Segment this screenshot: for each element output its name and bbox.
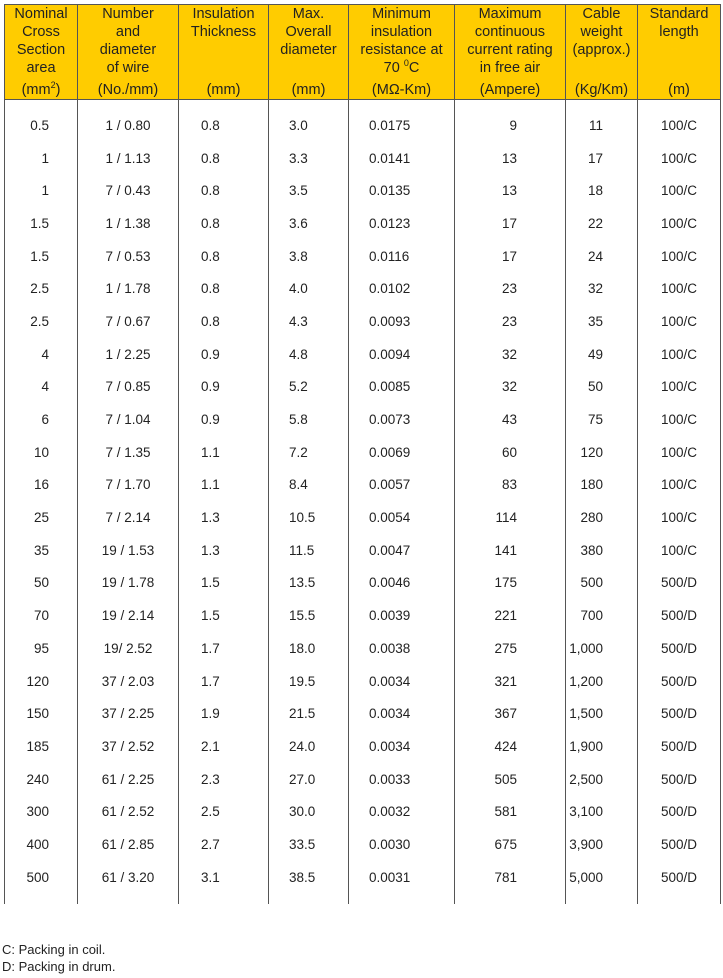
- cell-insulation-resistance: 0.0141: [349, 142, 455, 175]
- cell-current-rating: 275: [455, 632, 566, 665]
- cell-insulation-resistance: 0.0033: [349, 763, 455, 796]
- unit-label: (No./mm): [97, 82, 159, 98]
- cell-standard-length: 500/D: [638, 828, 721, 861]
- table-row: [5, 403, 721, 436]
- cell-current-rating: 17: [455, 240, 566, 273]
- cell-standard-length: 500/D: [638, 665, 721, 698]
- cell-insulation-thickness: 0.9: [179, 338, 269, 371]
- cell-wire-count-diameter: 19 / 1.53: [78, 534, 179, 567]
- cell-wire-count-diameter: 7 / 0.67: [78, 305, 179, 338]
- cell-current-rating: 9: [455, 100, 566, 142]
- table-row: [5, 665, 721, 698]
- cell-wire-count-diameter: 7 / 1.35: [78, 436, 179, 469]
- cell-insulation-thickness: 0.9: [179, 371, 269, 404]
- cell-overall-diameter: 3.0: [269, 100, 349, 142]
- cell-insulation-resistance: 0.0123: [349, 207, 455, 240]
- cell-insulation-thickness: 1.3: [179, 534, 269, 567]
- table-row: [5, 305, 721, 338]
- cell-wire-count-diameter: 37 / 2.03: [78, 665, 179, 698]
- cell-insulation-thickness: 2.5: [179, 795, 269, 828]
- cell-current-rating: 32: [455, 338, 566, 371]
- cell-insulation-thickness: 0.8: [179, 207, 269, 240]
- table-row: [5, 338, 721, 371]
- cell-standard-length: 100/C: [638, 272, 721, 305]
- cell-overall-diameter: 21.5: [269, 697, 349, 730]
- cell-cable-weight: 17: [566, 142, 638, 175]
- cell-wire-count-diameter: 61 / 2.85: [78, 828, 179, 861]
- cell-insulation-thickness: 2.7: [179, 828, 269, 861]
- cell-overall-diameter: 38.5: [269, 861, 349, 904]
- cell-insulation-resistance: 0.0135: [349, 174, 455, 207]
- cell-cross-section: 1.5: [5, 240, 78, 273]
- cell-cable-weight: 75: [566, 403, 638, 436]
- cell-current-rating: 13: [455, 142, 566, 175]
- cell-wire-count-diameter: 1 / 1.38: [78, 207, 179, 240]
- header-insulation-resistance: Minimum insulation resistance at 70 $^0$C (MΩ-Km): [349, 5, 455, 100]
- table-header-row: [5, 5, 721, 100]
- cell-standard-length: 100/C: [638, 142, 721, 175]
- cell-insulation-resistance: 0.0073: [349, 403, 455, 436]
- table-body: [5, 100, 721, 904]
- header-wire-count-diameter: Number and diameter of wire (No./mm): [78, 5, 179, 100]
- table-row: [5, 501, 721, 534]
- cell-current-rating: 60: [455, 436, 566, 469]
- cell-cross-section: 120: [5, 665, 78, 698]
- cell-standard-length: 100/C: [638, 371, 721, 404]
- cell-cross-section: 2.5: [5, 272, 78, 305]
- cell-overall-diameter: 13.5: [269, 567, 349, 600]
- cell-insulation-thickness: 1.5: [179, 599, 269, 632]
- cell-cross-section: 50: [5, 567, 78, 600]
- cell-standard-length: 100/C: [638, 305, 721, 338]
- cell-cross-section: 1: [5, 142, 78, 175]
- cell-standard-length: 100/C: [638, 240, 721, 273]
- header-current-rating: Maximum continuous current rating in free air (Ampere): [455, 5, 566, 100]
- cell-wire-count-diameter: 7 / 0.43: [78, 174, 179, 207]
- cell-standard-length: 100/C: [638, 469, 721, 502]
- cell-cable-weight: 2,500: [566, 763, 638, 796]
- cell-standard-length: 500/D: [638, 861, 721, 904]
- note-drum: D: Packing in drum.: [2, 959, 116, 974]
- cell-wire-count-diameter: 37 / 2.25: [78, 697, 179, 730]
- unit-label: (Kg/Km): [574, 82, 629, 98]
- cell-insulation-resistance: 0.0030: [349, 828, 455, 861]
- cell-insulation-resistance: 0.0032: [349, 795, 455, 828]
- cell-current-rating: 675: [455, 828, 566, 861]
- cell-insulation-resistance: 0.0094: [349, 338, 455, 371]
- unit-label: (MΩ-Km): [371, 82, 432, 98]
- cell-current-rating: 114: [455, 501, 566, 534]
- cell-cross-section: 150: [5, 697, 78, 730]
- header-cable-weight: Cable weight (approx.) (Kg/Km): [566, 5, 638, 100]
- cell-standard-length: 100/C: [638, 403, 721, 436]
- table-row: [5, 174, 721, 207]
- table-row: [5, 272, 721, 305]
- table-row: [5, 795, 721, 828]
- cell-insulation-resistance: 0.0116: [349, 240, 455, 273]
- cell-cross-section: 300: [5, 795, 78, 828]
- cell-cross-section: 400: [5, 828, 78, 861]
- footnotes: [2, 941, 115, 975]
- cell-cross-section: 35: [5, 534, 78, 567]
- cell-overall-diameter: 33.5: [269, 828, 349, 861]
- cell-insulation-resistance: 0.0047: [349, 534, 455, 567]
- cell-wire-count-diameter: 61 / 2.25: [78, 763, 179, 796]
- unit-label: (Ampere): [479, 82, 541, 98]
- cell-current-rating: 141: [455, 534, 566, 567]
- cell-standard-length: 100/C: [638, 436, 721, 469]
- cell-cable-weight: 1,500: [566, 697, 638, 730]
- cell-current-rating: 175: [455, 567, 566, 600]
- cell-insulation-thickness: 1.9: [179, 697, 269, 730]
- note-coil: C: Packing in coil.: [2, 942, 106, 957]
- cell-cable-weight: 50: [566, 371, 638, 404]
- cell-cross-section: 500: [5, 861, 78, 904]
- cell-wire-count-diameter: 7 / 1.04: [78, 403, 179, 436]
- cell-insulation-resistance: 0.0031: [349, 861, 455, 904]
- table-row: [5, 240, 721, 273]
- cell-insulation-thickness: 0.8: [179, 174, 269, 207]
- unit-label: (mm): [291, 82, 326, 98]
- cell-cross-section: 95: [5, 632, 78, 665]
- cell-standard-length: 100/C: [638, 174, 721, 207]
- cell-cable-weight: 5,000: [566, 861, 638, 904]
- cell-cable-weight: 35: [566, 305, 638, 338]
- cell-wire-count-diameter: 19 / 2.14: [78, 599, 179, 632]
- cell-current-rating: 221: [455, 599, 566, 632]
- cell-cable-weight: 500: [566, 567, 638, 600]
- cell-insulation-resistance: 0.0093: [349, 305, 455, 338]
- cell-insulation-resistance: 0.0034: [349, 697, 455, 730]
- cell-overall-diameter: 3.5: [269, 174, 349, 207]
- header-cross-section: Nominal Cross Section area $(mm^2)$: [5, 5, 78, 100]
- table-row: [5, 599, 721, 632]
- cell-current-rating: 83: [455, 469, 566, 502]
- table-row: [5, 100, 721, 142]
- table-row: [5, 861, 721, 904]
- table-row: [5, 730, 721, 763]
- table-row: [5, 567, 721, 600]
- cell-current-rating: 13: [455, 174, 566, 207]
- cell-overall-diameter: 30.0: [269, 795, 349, 828]
- table-row: [5, 632, 721, 665]
- cell-wire-count-diameter: 7 / 1.70: [78, 469, 179, 502]
- cell-wire-count-diameter: 1 / 0.80: [78, 100, 179, 142]
- cell-cable-weight: 180: [566, 469, 638, 502]
- cell-overall-diameter: 8.4: [269, 469, 349, 502]
- cell-insulation-resistance: 0.0046: [349, 567, 455, 600]
- table-row: [5, 142, 721, 175]
- cell-standard-length: 100/C: [638, 534, 721, 567]
- cell-cable-weight: 1,900: [566, 730, 638, 763]
- cell-cable-weight: 11: [566, 100, 638, 142]
- cell-cross-section: 6: [5, 403, 78, 436]
- cell-overall-diameter: 5.8: [269, 403, 349, 436]
- cell-wire-count-diameter: 1 / 1.78: [78, 272, 179, 305]
- cell-insulation-thickness: 1.3: [179, 501, 269, 534]
- table-row: [5, 697, 721, 730]
- cell-standard-length: 500/D: [638, 697, 721, 730]
- cell-cable-weight: 120: [566, 436, 638, 469]
- cell-overall-diameter: 19.5: [269, 665, 349, 698]
- table-row: [5, 763, 721, 796]
- cell-wire-count-diameter: 61 / 3.20: [78, 861, 179, 904]
- cell-insulation-thickness: 0.8: [179, 142, 269, 175]
- cell-current-rating: 505: [455, 763, 566, 796]
- cable-spec-table: [4, 4, 721, 904]
- cell-insulation-resistance: 0.0039: [349, 599, 455, 632]
- cell-insulation-thickness: 0.8: [179, 100, 269, 142]
- header-standard-length: Standard length (m): [638, 5, 721, 100]
- cell-current-rating: 23: [455, 305, 566, 338]
- cell-insulation-resistance: 0.0175: [349, 100, 455, 142]
- cell-cable-weight: 24: [566, 240, 638, 273]
- cell-overall-diameter: 3.8: [269, 240, 349, 273]
- cell-current-rating: 581: [455, 795, 566, 828]
- cell-standard-length: 500/D: [638, 730, 721, 763]
- table-row: [5, 828, 721, 861]
- cell-cross-section: 16: [5, 469, 78, 502]
- cell-insulation-thickness: 0.8: [179, 240, 269, 273]
- cell-insulation-thickness: 0.8: [179, 272, 269, 305]
- cell-overall-diameter: 15.5: [269, 599, 349, 632]
- cell-cable-weight: 32: [566, 272, 638, 305]
- cell-wire-count-diameter: 1 / 2.25: [78, 338, 179, 371]
- cell-cable-weight: 700: [566, 599, 638, 632]
- cell-current-rating: 424: [455, 730, 566, 763]
- cell-overall-diameter: 18.0: [269, 632, 349, 665]
- cell-standard-length: 100/C: [638, 207, 721, 240]
- cell-cable-weight: 380: [566, 534, 638, 567]
- cell-wire-count-diameter: 61 / 2.52: [78, 795, 179, 828]
- cell-cross-section: 0.5: [5, 100, 78, 142]
- cell-cross-section: 4: [5, 338, 78, 371]
- cell-overall-diameter: 4.8: [269, 338, 349, 371]
- cell-cross-section: 4: [5, 371, 78, 404]
- cell-overall-diameter: 24.0: [269, 730, 349, 763]
- cell-standard-length: 100/C: [638, 338, 721, 371]
- cell-current-rating: 17: [455, 207, 566, 240]
- cell-insulation-resistance: 0.0038: [349, 632, 455, 665]
- cell-standard-length: 500/D: [638, 763, 721, 796]
- cell-standard-length: 500/D: [638, 567, 721, 600]
- cell-cross-section: 1.5: [5, 207, 78, 240]
- cell-insulation-thickness: 1.1: [179, 469, 269, 502]
- cell-overall-diameter: 5.2: [269, 371, 349, 404]
- cell-wire-count-diameter: 7 / 2.14: [78, 501, 179, 534]
- cell-cable-weight: 280: [566, 501, 638, 534]
- cell-current-rating: 32: [455, 371, 566, 404]
- cell-cross-section: 70: [5, 599, 78, 632]
- header-overall-diameter: Max. Overall diameter (mm): [269, 5, 349, 100]
- cell-overall-diameter: 7.2: [269, 436, 349, 469]
- cell-overall-diameter: 4.0: [269, 272, 349, 305]
- cell-standard-length: 500/D: [638, 632, 721, 665]
- cell-wire-count-diameter: 19 / 1.78: [78, 567, 179, 600]
- header-insulation-thickness: Insulation Thickness (mm): [179, 5, 269, 100]
- cell-cable-weight: 22: [566, 207, 638, 240]
- cell-current-rating: 43: [455, 403, 566, 436]
- cell-cable-weight: 1,000: [566, 632, 638, 665]
- table-row: [5, 436, 721, 469]
- cell-wire-count-diameter: 7 / 0.85: [78, 371, 179, 404]
- cell-insulation-resistance: 0.0034: [349, 665, 455, 698]
- unit-label: (m): [668, 82, 690, 98]
- cell-insulation-resistance: 0.0034: [349, 730, 455, 763]
- cell-wire-count-diameter: 7 / 0.53: [78, 240, 179, 273]
- cell-overall-diameter: 4.3: [269, 305, 349, 338]
- cell-insulation-thickness: 0.9: [179, 403, 269, 436]
- cell-insulation-resistance: 0.0054: [349, 501, 455, 534]
- cell-wire-count-diameter: 19/ 2.52: [78, 632, 179, 665]
- cell-insulation-resistance: 0.0085: [349, 371, 455, 404]
- cell-cross-section: 25: [5, 501, 78, 534]
- unit-label: $(mm^2)$: [21, 80, 61, 98]
- cell-current-rating: 23: [455, 272, 566, 305]
- cell-cable-weight: 3,900: [566, 828, 638, 861]
- cell-cross-section: 10: [5, 436, 78, 469]
- cell-cable-weight: 1,200: [566, 665, 638, 698]
- cell-insulation-thickness: 1.7: [179, 632, 269, 665]
- cell-insulation-thickness: 3.1: [179, 861, 269, 904]
- unit-label: (mm): [206, 82, 241, 98]
- table-row: [5, 207, 721, 240]
- cell-overall-diameter: 11.5: [269, 534, 349, 567]
- cell-insulation-thickness: 1.5: [179, 567, 269, 600]
- cell-standard-length: 100/C: [638, 501, 721, 534]
- cell-insulation-resistance: 0.0057: [349, 469, 455, 502]
- table-row: [5, 469, 721, 502]
- cell-cross-section: 2.5: [5, 305, 78, 338]
- cell-standard-length: 500/D: [638, 795, 721, 828]
- cell-insulation-thickness: 0.8: [179, 305, 269, 338]
- cell-cross-section: 240: [5, 763, 78, 796]
- cell-insulation-thickness: 2.1: [179, 730, 269, 763]
- cell-cable-weight: 49: [566, 338, 638, 371]
- table-row: [5, 534, 721, 567]
- cell-overall-diameter: 3.6: [269, 207, 349, 240]
- cell-current-rating: 781: [455, 861, 566, 904]
- cell-current-rating: 321: [455, 665, 566, 698]
- cell-cross-section: 185: [5, 730, 78, 763]
- cell-standard-length: 500/D: [638, 599, 721, 632]
- cell-overall-diameter: 10.5: [269, 501, 349, 534]
- cell-overall-diameter: 3.3: [269, 142, 349, 175]
- table-row: [5, 371, 721, 404]
- cell-cable-weight: 18: [566, 174, 638, 207]
- cell-insulation-thickness: 1.1: [179, 436, 269, 469]
- cell-cable-weight: 3,100: [566, 795, 638, 828]
- cell-current-rating: 367: [455, 697, 566, 730]
- cell-insulation-resistance: 0.0069: [349, 436, 455, 469]
- cell-insulation-thickness: 2.3: [179, 763, 269, 796]
- cell-standard-length: 100/C: [638, 100, 721, 142]
- cell-overall-diameter: 27.0: [269, 763, 349, 796]
- cell-wire-count-diameter: 1 / 1.13: [78, 142, 179, 175]
- cell-cross-section: 1: [5, 174, 78, 207]
- cell-insulation-resistance: 0.0102: [349, 272, 455, 305]
- cell-insulation-thickness: 1.7: [179, 665, 269, 698]
- cell-wire-count-diameter: 37 / 2.52: [78, 730, 179, 763]
